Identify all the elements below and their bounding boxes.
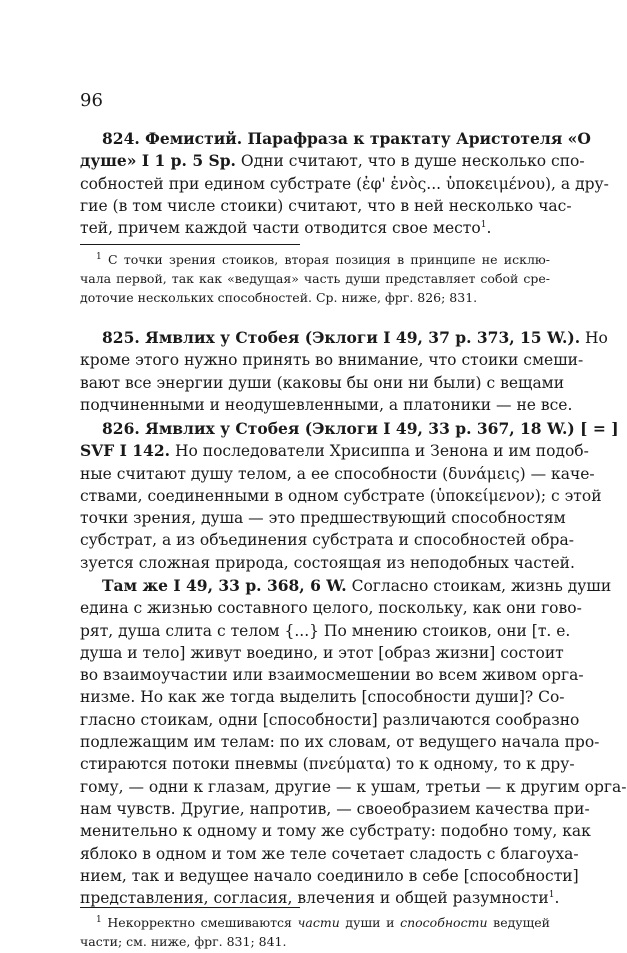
paragraph-826: [80, 418, 619, 574]
heading-826: 826. Ямвлих у Стобея (Эклоги I 49, 33 p. 367, 18 W.) [ = ]: [102, 419, 619, 438]
text-line: субстрат, а из объединения субстрата и способностей обра-: [80, 531, 574, 550]
footnote-marker: 1: [96, 914, 102, 925]
emphasis-abilities: способности: [400, 915, 488, 930]
text-line: яблоко в одном и том же теле сочетает сладость с благоуха-: [80, 844, 579, 863]
text-line: вают все энергии души (каковы бы они ни были) с вещами: [80, 373, 565, 392]
paragraph-824: [80, 128, 609, 239]
text-line: стираются потоки пневмы (πνεύματα) то к одному, то к дру-: [80, 755, 575, 774]
footnote-824: [80, 250, 550, 307]
text-line: нам чувств. Другие, напротив, — своеобразием качества при-: [80, 799, 590, 818]
text-line: части; см. ниже, фрг. 831; 841.: [80, 934, 287, 949]
text-line: рят, душа слита с телом {...} По мнению стоиков, они [т. е.: [80, 621, 571, 640]
text-line: менительно к одному и тому же субстрату: подобно тому, как: [80, 822, 591, 841]
text-line: гласно стоикам, одни [способности] различаются сообразно: [80, 710, 580, 729]
heading-824-cont: душе» I 1 p. 5 Sp.: [80, 151, 236, 171]
paragraph-825: [80, 327, 608, 416]
footnote-rule: [80, 907, 300, 908]
text-line: нием, так и ведущее начало соединило в себе [способности]: [80, 866, 579, 885]
text-line: [80, 418, 619, 440]
footnote-826: [80, 913, 550, 951]
footnote-marker: 1: [96, 251, 102, 262]
text-line: $^1$ Некорректно смешиваются части души и способности ведущей: [96, 914, 551, 930]
heading-825: 825. Ямвлих у Стобея (Эклоги I 49, 37 p. 373, 15 W.).: [102, 328, 581, 347]
footnote-marker: 1: [480, 220, 487, 231]
text-line: душа и тело] живут воедино, и этот [образ жизни] состоит: [80, 643, 564, 662]
text-line: чала первой, так как «ведущая» часть души представляет собой сре-: [80, 271, 550, 286]
text-line: едина с жизнью составного целого, поскольку, как они гово-: [80, 599, 582, 618]
text-line: точки зрения, душа — это предшествующий способностям: [80, 509, 566, 528]
text-line: низме. Но как же тогда выделить [способности души]? Со-: [80, 688, 565, 707]
text-line: [80, 128, 591, 150]
footnote-rule: [80, 244, 300, 245]
heading-826-ref: Там же I 49, 33 p. 368, 6 W.: [102, 576, 347, 595]
text-line: тей, причем каждой части отводится свое место$^1$.: [80, 219, 492, 238]
heading-826-cont: SVF I 142.: [80, 441, 171, 461]
text-line: гие (в том числе стоики) считают, что в ней несколько час-: [80, 196, 572, 215]
text-line: во взаимоучастии или взаимосмешении во всем живом орга-: [80, 666, 584, 685]
heading-824: 824. Фемистий. Парафраза к трактату Аристотеля «О: [102, 129, 591, 148]
text-line: Там же I 49, 33 p. 368, 6 W. Согласно стоикам, жизнь души: [102, 576, 612, 595]
text-line: ствами, соединенными в одном субстрате (ὑποκείμενον); с этой: [80, 486, 602, 505]
text-line: кроме этого нужно принять во внимание, что стоики смеши-: [80, 351, 584, 370]
text-line: подчиненными и неодушевленными, а платоники — не все.: [80, 395, 573, 414]
text-line: душе» I 1 p. 5 Sp. Одни считают, что в душе несколько спо-: [80, 151, 585, 171]
text-line: SVF I 142. Но последователи Хрисиппа и Зенона и им подоб-: [80, 441, 589, 461]
text-line: доточие нескольких способностей. Ср. ниже, фрг. 826; 831.: [80, 290, 478, 305]
footnote-marker: 1: [548, 890, 555, 900]
text-line: собностей при едином субстрате (ἐφ' ἑνὸς... ὑποκειμένου), а дру-: [80, 174, 609, 193]
text-line: подлежащим им телам: по их словам, от ведущего начала про-: [80, 733, 600, 752]
text-line: ные считают душу телом, а ее способности (δυνάμεις) — каче-: [80, 464, 595, 483]
text-line: гому, — одни к глазам, другие — к ушам, третьи — к другим орга-: [80, 777, 627, 796]
text-line: зуется сложная природа, состоящая из неподобных частей.: [80, 553, 575, 572]
page-number: 96: [80, 90, 103, 111]
paragraph-826-cont: [80, 575, 627, 909]
text-line: 825. Ямвлих у Стобея (Эклоги I 49, 37 p. 373, 15 W.). Но: [102, 328, 608, 347]
text-line: $^1$ С точки зрения стоиков, вторая позиция в принципе не исклю-: [96, 251, 550, 267]
emphasis-parts: части: [297, 915, 340, 930]
text-line: представления, согласия, влечения и общей разумности$^1$.: [80, 889, 560, 908]
